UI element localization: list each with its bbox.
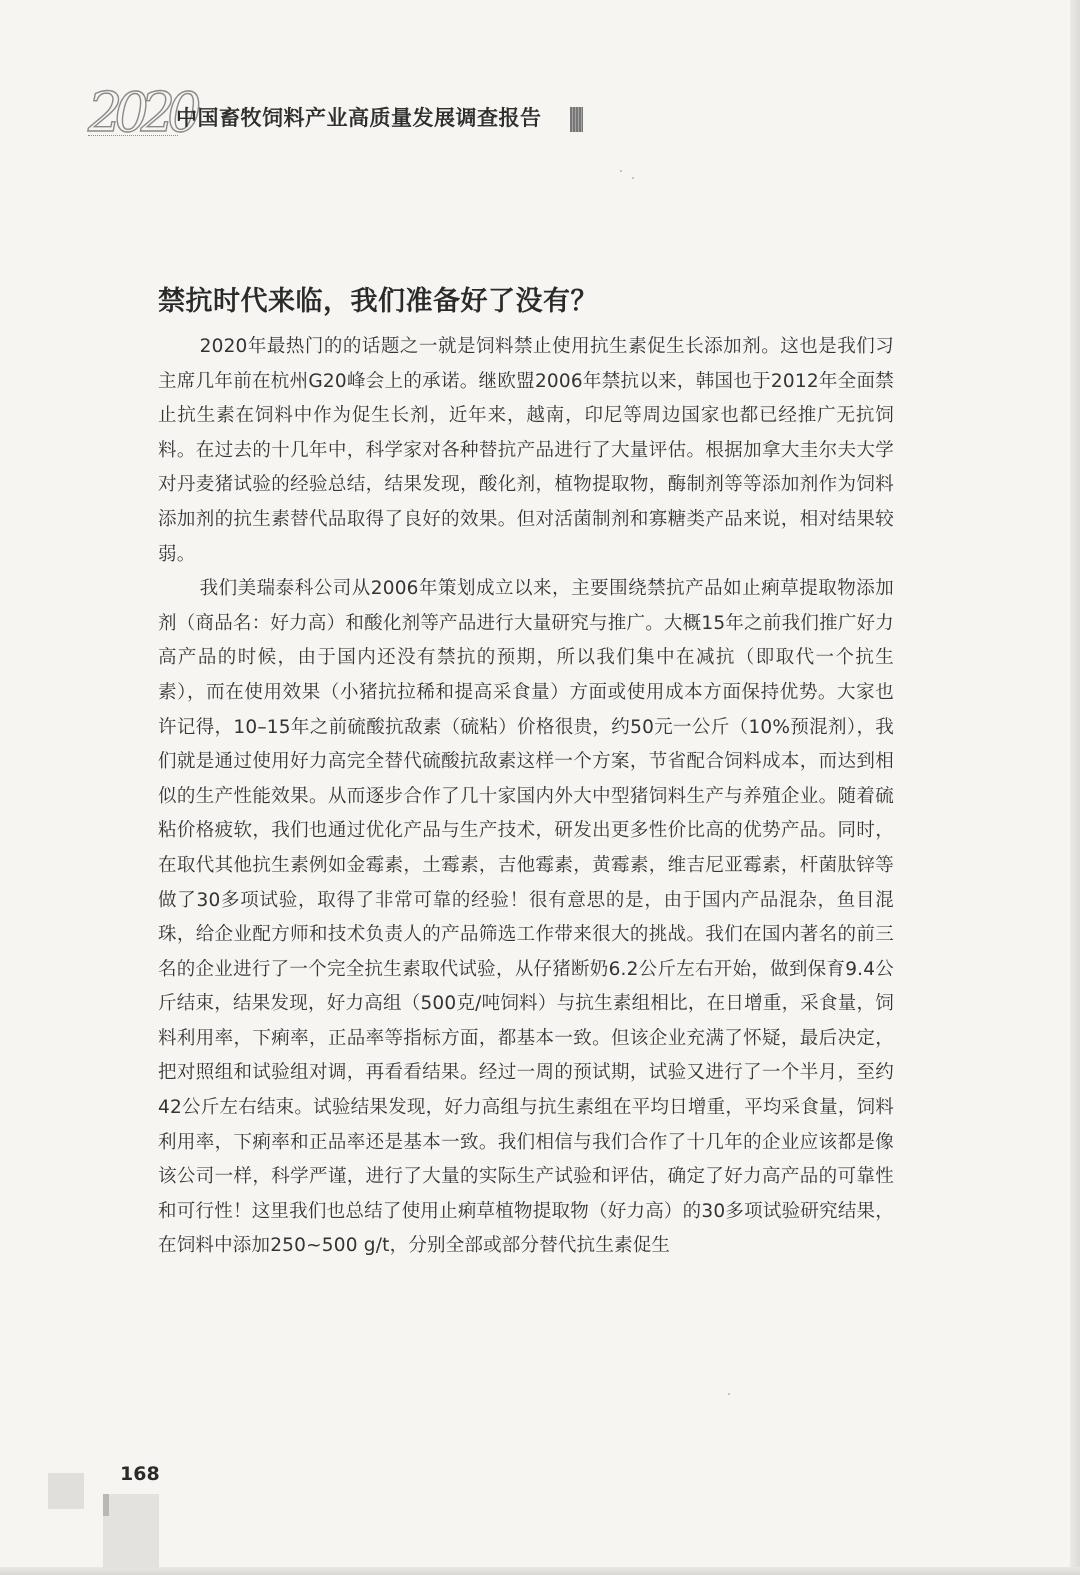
article-title: 禁抗时代来临，我们准备好了没有？ bbox=[158, 286, 598, 317]
scan-speck bbox=[632, 177, 634, 179]
footer-decor-square bbox=[48, 1473, 84, 1509]
scan-speck bbox=[620, 170, 622, 172]
page-number: 168 bbox=[120, 1463, 160, 1485]
article-paragraph-1: 2020年最热门的的话题之一就是饲料禁止使用抗生素促生长添加剂。这也是我们习主席几年前在杭州G20峰会上的承诺。继欧盟2006年禁抗以来，韩国也于2012年全面禁止抗生素在饲料中作为促生长剂，近年来，越南，印尼等周边国家也都已经推广无抗饲料。在过去的十几年中，科学家对各种替抗产品进行了大量评估。根据加拿大圭尔夫大学对丹麦猪试验的经验总结，结果发现，酸化剂，植物提取物，酶制剂等等添加剂作为饲料添加剂的抗生素替代品取得了良好的效果。但对活菌制剂和寡糖类产品来说，相对结果较弱。 bbox=[158, 336, 894, 565]
page-edge-right bbox=[1070, 0, 1080, 1575]
header-year-logo: 2020 bbox=[88, 81, 194, 144]
running-header bbox=[88, 81, 608, 144]
footer-decor-edge bbox=[103, 1494, 109, 1516]
article bbox=[158, 282, 894, 1264]
page-edge-bottom bbox=[0, 1567, 1080, 1575]
scan-speck bbox=[728, 1393, 730, 1395]
header-bar-mark bbox=[570, 107, 583, 132]
header-rule bbox=[88, 135, 178, 136]
article-paragraph-2: 我们美瑞泰科公司从2006年策划成立以来，主要围绕禁抗产品如止痢草提取物添加剂（商品名：好力高）和酸化剂等产品进行大量研究与推广。大概15年之前我们推广好力高产品的时候，由于国内还没有禁抗的预期，所以我们集中在减抗（即取代一个抗生素），而在使用效果（小猪抗拉稀和提高采食量）方面或使用成本方面保持优势。大家也许记得，10–15年之前硫酸抗敌素（硫粘）价格很贵，约50元一公斤（10%预混剂），我们就是通过使用好力高完全替代硫酸抗敌素这样一个方案，节省配合饲料成本，而达到相似的生产性能效果。从而逐步合作了几十家国内外大中型猪饲料生产与养殖企业。随着硫粘价格疲软，我们也通过优化产品与生产技术，研发出更多性价比高的优势产品。同时，在取代其他抗生素例如金霉素，土霉素，吉他霉素，黄霉素，维吉尼亚霉素，杆菌肽锌等做了30多项试验，取得了非常可靠的经验！很有意思的是，由于国内产品混杂，鱼目混珠，给企业配方师和技术负责人的产品筛选工作带来很大的挑战。我们在国内著名的前三名的企业进行了一个完全抗生素取代试验，从仔猪断奶6.2公斤左右开始，做到保育9.4公斤结束，结果发现，好力高组（500克/吨饲料）与抗生素组相比，在日增重，采食量，饲料利用率，下痢率，正品率等指标方面，都基本一致。但该企业充满了怀疑，最后决定，把对照组和试验组对调，再看看结果。经过一周的预试期，试验又进行了一个半月，至约42公斤左右结束。试验结果发现，好力高组与抗生素组在平均日增重，平均采食量，饲料利用率，下痢率和正品率还是基本一致。我们相信与我们合作了十几年的企业应该都是像该公司一样，科学严谨，进行了大量的实际生产试验和评估，确定了好力高产品的可靠性和可行性！这里我们也总结了使用止痢草植物提取物（好力高）的30多项试验研究结果，在饲料中添加250~500 g/t，分别全部或部分替代抗生素促生 bbox=[158, 578, 894, 1257]
header-title: 中国畜牧饲料产业高质量发展调查报告 bbox=[176, 106, 542, 130]
footer-decor-block bbox=[103, 1494, 159, 1568]
